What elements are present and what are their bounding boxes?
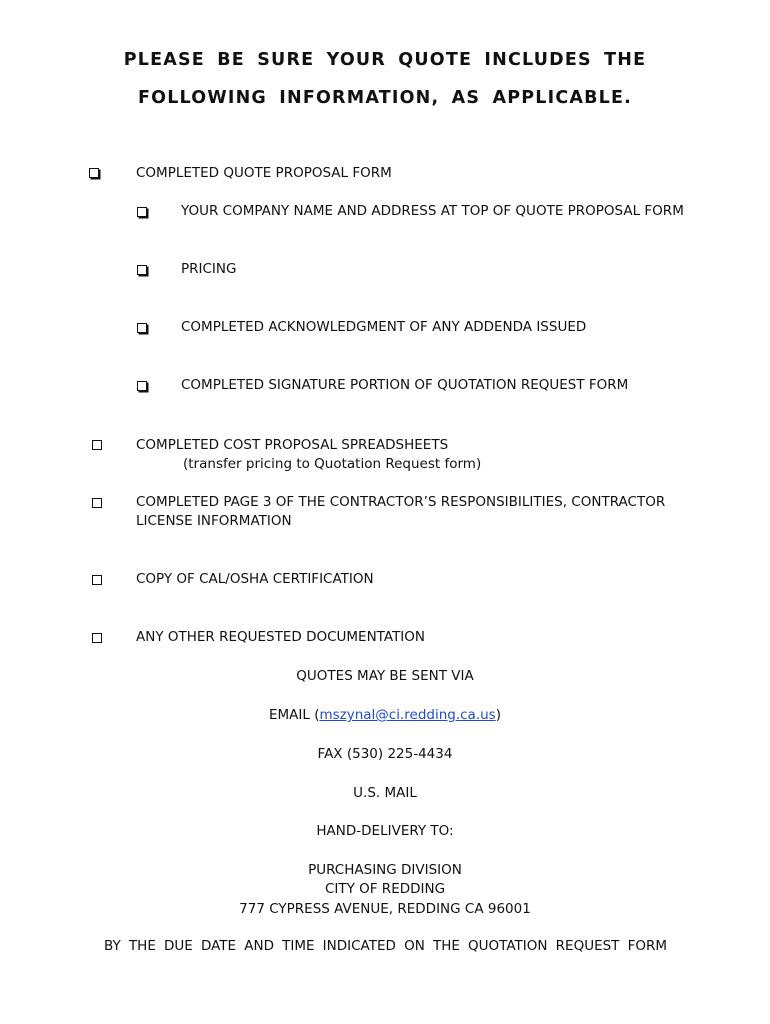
delivery-email xyxy=(0,707,770,723)
checkbox-icon xyxy=(137,381,147,391)
checkbox-icon xyxy=(89,168,99,178)
address-line-2: CITY OF REDDING xyxy=(324,881,446,897)
delivery-intro: QUOTES MAY BE SENT VIA xyxy=(296,668,474,684)
checklist-item-calosha: COPY OF CAL/OSHA CERTIFICATION xyxy=(136,571,374,587)
email-link[interactable]: mszynal@ci.redding.ca.us xyxy=(319,707,496,723)
checkbox-icon xyxy=(92,575,102,585)
checkbox-icon xyxy=(137,323,147,333)
checkbox-icon xyxy=(137,207,147,217)
heading-line-1: PLEASE BE SURE YOUR QUOTE INCLUDES THE xyxy=(123,50,647,70)
checklist-item-other-docs: ANY OTHER REQUESTED DOCUMENTATION xyxy=(136,629,426,645)
checklist-item-quote-proposal: COMPLETED QUOTE PROPOSAL FORM xyxy=(136,165,392,181)
delivery-hand: HAND-DELIVERY TO: xyxy=(316,823,454,839)
subitem-pricing: PRICING xyxy=(181,261,237,277)
footer-due-date: BY THE DUE DATE AND TIME INDICATED ON THE QUOTATION REQUEST FORM xyxy=(104,938,667,954)
address-line-3: 777 CYPRESS AVENUE, REDDING CA 96001 xyxy=(239,901,531,917)
email-suffix: ) xyxy=(495,707,501,723)
checklist-item-cost-proposal: COMPLETED COST PROPOSAL SPREADSHEETS xyxy=(136,437,449,453)
checklist-item-page3-line2: LICENSE INFORMATION xyxy=(136,513,292,529)
checkbox-icon xyxy=(92,498,102,508)
delivery-mail: U.S. MAIL xyxy=(353,785,417,801)
subitem-signature: COMPLETED SIGNATURE PORTION OF QUOTATION REQUEST FORM xyxy=(181,377,629,393)
subitem-company-name: YOUR COMPANY NAME AND ADDRESS AT TOP OF QUOTE PROPOSAL FORM xyxy=(181,203,684,219)
heading-line-2: FOLLOWING INFORMATION, AS APPLICABLE. xyxy=(137,88,633,108)
checkbox-icon xyxy=(92,440,102,450)
subitem-addenda: COMPLETED ACKNOWLEDGMENT OF ANY ADDENDA ISSUED xyxy=(181,319,587,335)
address-line-1: PURCHASING DIVISION xyxy=(308,862,462,878)
email-prefix: EMAIL ( xyxy=(268,707,320,723)
delivery-fax: FAX (530) 225-4434 xyxy=(317,746,453,762)
checkbox-icon xyxy=(137,265,147,275)
checklist-item-page3-line1: COMPLETED PAGE 3 OF THE CONTRACTOR’S RESPONSIBILITIES, CONTRACTOR xyxy=(136,494,666,510)
checklist-note-transfer-pricing: (transfer pricing to Quotation Request form) xyxy=(183,456,482,472)
checkbox-icon xyxy=(92,633,102,643)
